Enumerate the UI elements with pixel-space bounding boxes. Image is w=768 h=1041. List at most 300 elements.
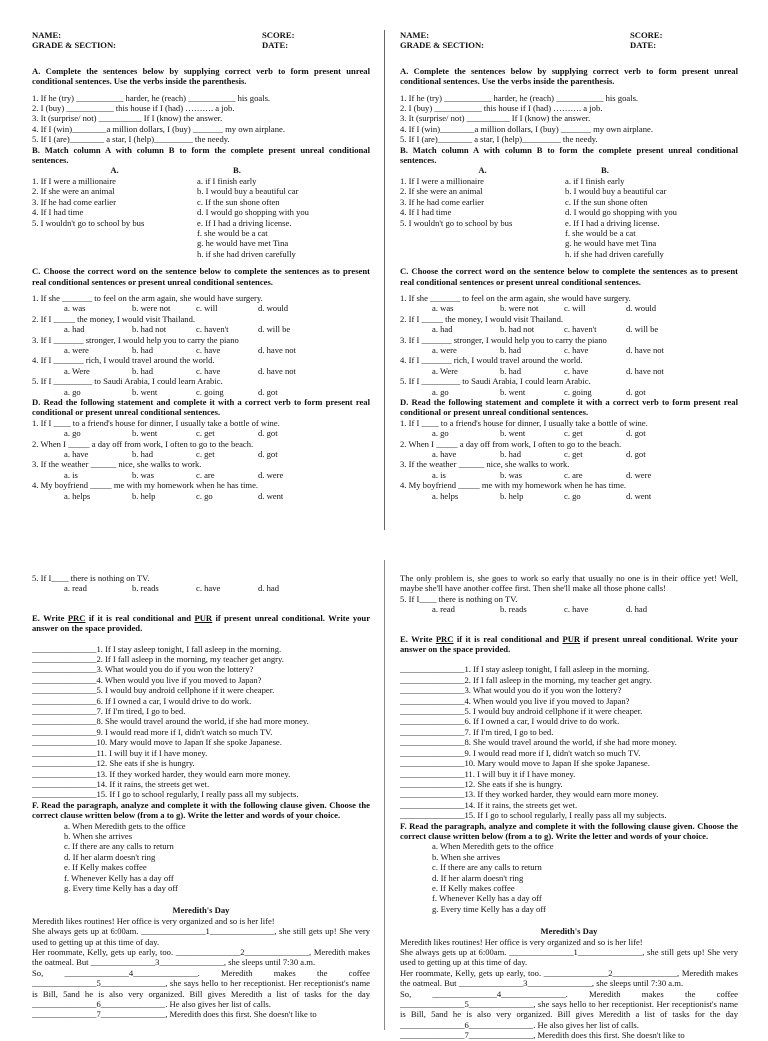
answer-blank: _______________ bbox=[400, 726, 465, 737]
list-item: e. If I had a driving license. bbox=[565, 217, 660, 228]
answer-options bbox=[32, 345, 370, 355]
option: d. have not bbox=[626, 365, 664, 376]
column-a-heading: A. bbox=[110, 165, 119, 176]
answer-blank: _______________ bbox=[32, 758, 97, 769]
date-label: DATE: bbox=[262, 40, 289, 51]
section-a-items bbox=[32, 93, 370, 145]
section-e-title bbox=[400, 634, 738, 655]
list-item: f. Whenever Kelly has a day off bbox=[64, 872, 174, 883]
list-item bbox=[400, 758, 738, 768]
list-item: 5. If I (are)________ a star, I (help)_________ the needy. bbox=[32, 134, 230, 145]
option: b. had bbox=[132, 449, 154, 460]
answer-options bbox=[32, 491, 370, 501]
question: 2. When I _____ a day off from work, I often to go to the beach. bbox=[400, 438, 622, 449]
column-a bbox=[400, 176, 565, 259]
grade-label: GRADE & SECTION: bbox=[400, 40, 485, 51]
question: 2. When I _____ a day off from work, I often to go to the beach. bbox=[32, 438, 254, 449]
score-label: SCORE: bbox=[262, 30, 295, 40]
answer-options bbox=[32, 449, 370, 459]
item-text: 1. If I stay asleep tonight, I fall asleep in the morning. bbox=[96, 643, 282, 654]
option: d. got bbox=[258, 386, 278, 397]
list-item: c. If the sun shone often bbox=[565, 196, 648, 207]
answer-options bbox=[400, 449, 738, 459]
list-item: 5. I wouldn't go to school by bus bbox=[400, 217, 513, 228]
question: 1. If she _______ to feel on the arm again, she would have surgery. bbox=[32, 292, 263, 303]
question: 1. If I ____ to a friend's house for dinner, I usually take a bottle of wine. bbox=[32, 417, 280, 428]
option: b. was bbox=[132, 469, 154, 480]
item-text: 4. When would you live if you moved to Japan? bbox=[96, 674, 262, 685]
column-b bbox=[565, 176, 738, 259]
list-item: h. if she had driven carefully bbox=[565, 248, 664, 259]
list-item: 1. If he (try) ___________ harder, he (reach) ___________ his goals. bbox=[400, 92, 639, 103]
list-item: 4. If I (win)________a million dollars, I (buy) _______ my own airplane. bbox=[400, 123, 653, 134]
grade-label: GRADE & SECTION: bbox=[32, 40, 117, 51]
question: 4. If I _______ rich, I would travel around the world. bbox=[400, 355, 583, 366]
option: c. going bbox=[196, 386, 224, 397]
column-b-heading: B. bbox=[601, 165, 609, 176]
option: c. get bbox=[196, 449, 215, 460]
item-text: 10. Mary would move to Japan If she spoke Japanese. bbox=[96, 737, 282, 748]
answer-options bbox=[400, 387, 738, 397]
answer-blank: _______________ bbox=[32, 706, 97, 717]
list-item: 5. If I (are)________ a star, I (help)_________ the needy. bbox=[400, 134, 598, 145]
option: b. reads bbox=[500, 604, 527, 615]
worksheet-top-left bbox=[32, 30, 370, 501]
list-item: e. If Kelly makes coffee bbox=[64, 862, 147, 873]
option: a. Were bbox=[64, 365, 90, 376]
list-item: 3. If he had come earlier bbox=[400, 196, 484, 207]
matching-table bbox=[32, 165, 370, 259]
story-line: Her roommate, Kelly, gets up early, too. _______________2_______________, Meredith makes the oatmeal. But _______________3_______________, she sleeps until 7:30 a.m. bbox=[400, 967, 738, 989]
answer-blank: _______________ bbox=[32, 664, 97, 675]
option: a. is bbox=[432, 469, 446, 480]
section-e-title-text: E. Write bbox=[400, 633, 436, 644]
answer-options bbox=[32, 428, 370, 438]
section-a-title: A. Complete the sentences below by supplying correct verb to form present unreal conditional sentences. Use the verbs inside the parenthesis. bbox=[400, 65, 738, 87]
option: c. have bbox=[196, 365, 221, 376]
option: b. had bbox=[500, 344, 522, 355]
story-line: _______________7_______________, Meredith does this first. She doesn't like to bbox=[400, 1030, 685, 1041]
story-line: Meredith likes routines! Her office is very organized and so is her life! bbox=[400, 936, 643, 947]
answer-blank: _______________ bbox=[32, 674, 97, 685]
question: 1. If she _______ to feel on the arm again, she would have surgery. bbox=[400, 292, 631, 303]
list-item: a. When Meredith gets to the office bbox=[64, 820, 186, 831]
answer-blank: _______________ bbox=[32, 747, 97, 758]
option: a. have bbox=[64, 449, 89, 460]
item-text: 4. When would you live if you moved to Japan? bbox=[464, 695, 630, 706]
worksheet-bottom bbox=[400, 573, 738, 1041]
page-divider bbox=[384, 560, 385, 1030]
worksheet-bottom bbox=[32, 573, 370, 1020]
list-item: 5. I wouldn't go to school by bus bbox=[32, 217, 145, 228]
section-c-items bbox=[32, 293, 370, 397]
answer-blank: _______________ bbox=[400, 706, 465, 717]
option: d. got bbox=[626, 386, 646, 397]
list-item: d. If her alarm doesn't ring bbox=[64, 851, 156, 862]
option: c. going bbox=[564, 386, 592, 397]
answer-options bbox=[32, 583, 370, 593]
option: d. had bbox=[626, 604, 648, 615]
list-item bbox=[32, 654, 370, 664]
story-line: She always gets up at 6:00am. _______________1_______________, she still gets up! She very used to getting up at this time of day. bbox=[32, 926, 370, 947]
list-item bbox=[400, 748, 738, 758]
list-item: c. If the sun shone often bbox=[197, 196, 280, 207]
answer-blank: _______________ bbox=[400, 737, 465, 748]
list-item: f. she would be a cat bbox=[565, 227, 636, 238]
section-b-title: B. Match column A with column B to form the complete present unreal conditional sentences. bbox=[400, 144, 738, 166]
section-a-items bbox=[400, 93, 738, 145]
option: c. have bbox=[196, 344, 221, 355]
question: 3. If the weather ______ nice, she walks to work. bbox=[400, 459, 570, 470]
option: a. read bbox=[64, 583, 87, 594]
option: a. had bbox=[64, 324, 85, 335]
list-item: f. she would be a cat bbox=[197, 227, 268, 238]
list-item: c. If there are any calls to return bbox=[432, 862, 542, 873]
item-text: 3. What would you do if you won the lottery? bbox=[96, 664, 254, 675]
option: b. was bbox=[500, 469, 522, 480]
list-item: e. If Kelly makes coffee bbox=[432, 882, 515, 893]
option: b. had bbox=[500, 365, 522, 376]
list-item bbox=[32, 789, 370, 799]
answer-options bbox=[400, 366, 738, 376]
story-paragraph bbox=[400, 937, 738, 1041]
section-e-items bbox=[32, 644, 370, 800]
section-c-title: C. Choose the correct word on the sentence below to complete the sentences as to present real conditional sentences or present unreal conditional sentences. bbox=[400, 266, 738, 287]
option: c. will bbox=[564, 303, 586, 314]
section-d-items bbox=[400, 418, 738, 501]
list-item: a. if I finish early bbox=[565, 175, 625, 186]
item-text: 8. She would travel around the world, if she had more money. bbox=[464, 737, 677, 748]
list-item: b. I would buy a beautiful car bbox=[565, 186, 667, 197]
list-item: d. I would go shopping with you bbox=[565, 207, 677, 218]
list-item bbox=[32, 664, 370, 674]
pur-label: PUR bbox=[194, 612, 213, 623]
option: b. had not bbox=[132, 324, 167, 335]
option: d. got bbox=[258, 428, 278, 439]
item-text: 6. If I owned a car, I would drive to do work. bbox=[96, 695, 252, 706]
option: a. helps bbox=[64, 490, 91, 501]
answer-blank: _______________ bbox=[32, 778, 97, 789]
option: c. have bbox=[564, 344, 589, 355]
item-text: 2. If I fall asleep in the morning, my teacher get angry. bbox=[464, 674, 652, 685]
answer-options bbox=[400, 491, 738, 501]
item-text: 12. She eats if she is hungry. bbox=[464, 778, 563, 789]
item-text: 2. If I fall asleep in the morning, my teacher get angry. bbox=[96, 654, 284, 665]
answer-options bbox=[32, 324, 370, 334]
item-text: 11. I will buy it if I have money. bbox=[464, 768, 576, 779]
option: c. have bbox=[196, 583, 221, 594]
list-item: 1. If I were a millionaire bbox=[32, 175, 116, 186]
list-item bbox=[400, 675, 738, 685]
list-item bbox=[32, 696, 370, 706]
worksheet-top bbox=[32, 30, 370, 501]
story-continuation: The only problem is, she goes to work so early that usually no one is in their office yet! Well, maybe she'll have another coffee first. Then she'll make all those phone calls! bbox=[400, 573, 738, 594]
option: c. haven't bbox=[196, 324, 229, 335]
option: d. got bbox=[258, 449, 278, 460]
answer-blank: _______________ bbox=[400, 758, 465, 769]
item-text: 7. If I'm tired, I go to bed. bbox=[96, 706, 186, 717]
list-item: 4. If I had time bbox=[32, 207, 84, 218]
student-info-header bbox=[400, 30, 738, 51]
item-text: 5. I would buy android cellphone if it were cheaper. bbox=[464, 706, 643, 717]
option: a. have bbox=[432, 449, 457, 460]
option: d. have not bbox=[258, 365, 296, 376]
prc-label: PRC bbox=[435, 633, 454, 644]
list-item bbox=[400, 810, 738, 820]
option: c. have bbox=[564, 365, 589, 376]
option: d. were bbox=[258, 469, 284, 480]
list-item: b. When she arrives bbox=[432, 851, 501, 862]
option: c. will bbox=[196, 303, 218, 314]
answer-options bbox=[32, 470, 370, 480]
answer-blank: _______________ bbox=[400, 674, 465, 685]
list-item bbox=[32, 769, 370, 779]
list-item bbox=[400, 769, 738, 779]
option: a. was bbox=[432, 303, 454, 314]
option: c. get bbox=[564, 449, 583, 460]
option: a. were bbox=[432, 344, 457, 355]
item-text: 9. I would read more if I, didn't watch so much TV. bbox=[464, 747, 641, 758]
answer-options bbox=[32, 303, 370, 313]
option: b. reads bbox=[132, 583, 159, 594]
option: d. got bbox=[626, 428, 646, 439]
score-label: SCORE: bbox=[630, 30, 663, 40]
option: a. go bbox=[432, 428, 449, 439]
question: 4. My boyfriend _____ me with my homework when he has time. bbox=[32, 480, 259, 491]
list-item: 3. It (surprise/ not) __________ If I (know) the answer. bbox=[400, 113, 591, 124]
question: 5. If I _________ to Saudi Arabia, I could learn Arabic. bbox=[400, 376, 591, 387]
answer-blank: _______________ bbox=[400, 664, 465, 675]
worksheet-bottom-left bbox=[32, 573, 370, 1020]
question: 3. If I _______ stronger, I would help you to carry the piano bbox=[32, 334, 239, 345]
list-item: 2. If she were an animal bbox=[32, 186, 115, 197]
section-e-title bbox=[32, 613, 370, 634]
list-item: 1. If I were a millionaire bbox=[400, 175, 484, 186]
worksheet-top-right bbox=[400, 30, 738, 501]
option: c. are bbox=[564, 469, 583, 480]
question: 4. If I _______ rich, I would travel around the world. bbox=[32, 355, 215, 366]
story-line: Her roommate, Kelly, gets up early, too. _______________2_______________, Meredith makes the oatmeal. But _______________3_______________, she sleeps until 7:30 a.m. bbox=[32, 947, 370, 968]
prc-label: PRC bbox=[67, 612, 86, 623]
list-item: 2. I (buy) ___________ this house if I (had) ………. a job. bbox=[400, 103, 603, 114]
question-d5: 5. If I____ there is nothing on TV. bbox=[400, 593, 518, 604]
answer-blank: _______________ bbox=[400, 685, 465, 696]
answer-options bbox=[400, 428, 738, 438]
option: b. went bbox=[500, 386, 526, 397]
item-text: 15. If I go to school regularly, I really pass all my subjects. bbox=[464, 810, 667, 821]
story-paragraph bbox=[32, 916, 370, 1020]
list-item bbox=[400, 706, 738, 716]
section-e-title-text: if present unreal conditional. Write your answer on the space provided. bbox=[32, 612, 371, 634]
section-f-title: F. Read the paragraph, analyze and complete it with the following clause given. Choose the correct clause written below (from a to g). Write the letter and words of your choice. bbox=[32, 799, 370, 821]
item-text: 15. If I go to school regularly, I really pass all my subjects. bbox=[96, 789, 299, 800]
answer-blank: _______________ bbox=[32, 716, 97, 727]
list-item: a. if I finish early bbox=[197, 175, 257, 186]
student-info-header bbox=[32, 30, 370, 51]
list-item: g. he would have met Tina bbox=[565, 238, 657, 249]
worksheet-bottom-right bbox=[400, 573, 738, 1041]
list-item: g. Every time Kelly has a day off bbox=[432, 903, 546, 914]
list-item: b. When she arrives bbox=[64, 830, 133, 841]
list-item: 3. It (surprise/ not) __________ If I (know) the answer. bbox=[32, 113, 223, 124]
question: 5. If I _________ to Saudi Arabia, I could learn Arabic. bbox=[32, 376, 223, 387]
option: c. are bbox=[196, 469, 215, 480]
story-line: _______________7_______________, Meredith does this first. She doesn't like to bbox=[32, 1009, 317, 1020]
option: a. read bbox=[432, 604, 455, 615]
list-item bbox=[32, 748, 370, 758]
option: d. were bbox=[626, 469, 652, 480]
name-label: NAME: bbox=[400, 30, 430, 40]
list-item bbox=[32, 737, 370, 747]
option: c. get bbox=[564, 428, 583, 439]
option: d. have not bbox=[626, 344, 664, 355]
clause-list bbox=[400, 841, 738, 914]
list-item bbox=[400, 789, 738, 799]
list-item: 2. If she were an animal bbox=[400, 186, 483, 197]
section-d-items bbox=[32, 418, 370, 501]
list-item: c. If there are any calls to return bbox=[64, 841, 174, 852]
answer-options bbox=[400, 604, 738, 614]
item-text: 14. If it rains, the streets get wet. bbox=[464, 799, 578, 810]
section-d-title: D. Read the following statement and complete it with a correct verb to form present real conditional or present unreal conditional sentences. bbox=[32, 397, 370, 418]
option: d. have not bbox=[258, 344, 296, 355]
answer-options bbox=[32, 366, 370, 376]
list-item bbox=[400, 664, 738, 674]
section-c-items bbox=[400, 293, 738, 397]
column-a-heading: A. bbox=[478, 165, 487, 176]
option: b. were not bbox=[132, 303, 171, 314]
section-f-title: F. Read the paragraph, analyze and complete it with the following clause given. Choose the correct clause written below (from a to g). Write the letter and words of your choice. bbox=[400, 820, 738, 841]
answer-options bbox=[32, 387, 370, 397]
question-d5: 5. If I____ there is nothing on TV. bbox=[32, 573, 150, 583]
list-item: d. I would go shopping with you bbox=[197, 207, 309, 218]
answer-options bbox=[400, 345, 738, 355]
item-text: 14. If it rains, the streets get wet. bbox=[96, 778, 210, 789]
list-item bbox=[32, 716, 370, 726]
answer-blank: _______________ bbox=[400, 789, 465, 800]
list-item bbox=[400, 696, 738, 706]
option: d. would bbox=[258, 303, 289, 314]
name-label: NAME: bbox=[32, 30, 62, 40]
answer-blank: _______________ bbox=[400, 695, 465, 706]
column-b-heading: B. bbox=[233, 165, 241, 176]
item-text: 10. Mary would move to Japan If she spoke Japanese. bbox=[464, 758, 650, 769]
section-d-title: D. Read the following statement and complete it with a correct verb to form present real conditional or present unreal conditional sentences. bbox=[400, 397, 738, 418]
list-item: 4. If I (win)________a million dollars, I (buy) _______ my own airplane. bbox=[32, 123, 285, 134]
answer-blank: _______________ bbox=[400, 799, 465, 810]
answer-blank: _______________ bbox=[32, 737, 97, 748]
section-b-title: B. Match column A with column B to form the complete present unreal conditional sentences. bbox=[32, 144, 370, 166]
option: d. got bbox=[626, 449, 646, 460]
section-e-title-text: if it is real conditional and bbox=[85, 612, 195, 623]
option: a. was bbox=[64, 303, 86, 314]
option: a. go bbox=[64, 386, 81, 397]
option: c. have bbox=[564, 604, 589, 615]
section-a-title: A. Complete the sentences below by supplying correct verb to form present unreal conditional sentences. Use the verbs inside the parenthesis. bbox=[32, 65, 370, 87]
option: c. get bbox=[196, 428, 215, 439]
list-item bbox=[400, 779, 738, 789]
list-item bbox=[32, 644, 370, 654]
worksheet-top bbox=[400, 30, 738, 501]
list-item: d. If her alarm doesn't ring bbox=[432, 872, 524, 883]
answer-blank: _______________ bbox=[32, 643, 97, 654]
option: a. helps bbox=[432, 490, 459, 501]
list-item: 3. If he had come earlier bbox=[32, 196, 116, 207]
matching-table bbox=[400, 165, 738, 259]
question: 1. If I ____ to a friend's house for dinner, I usually take a bottle of wine. bbox=[400, 417, 648, 428]
item-text: 3. What would you do if you won the lottery? bbox=[464, 685, 622, 696]
list-item: 2. I (buy) ___________ this house if I (had) ………. a job. bbox=[32, 103, 235, 114]
item-text: 1. If I stay asleep tonight, I fall asleep in the morning. bbox=[464, 664, 650, 675]
section-e-title-text: E. Write bbox=[32, 612, 68, 623]
story-title: Meredith's Day bbox=[540, 926, 598, 937]
list-item: 1. If he (try) ___________ harder, he (reach) ___________ his goals. bbox=[32, 92, 271, 103]
answer-options bbox=[400, 303, 738, 313]
clause-list bbox=[32, 821, 370, 894]
question: 4. My boyfriend _____ me with my homework when he has time. bbox=[400, 480, 627, 491]
list-item: g. he would have met Tina bbox=[197, 238, 289, 249]
section-c-title: C. Choose the correct word on the sentence below to complete the sentences as to present real conditional sentences or present unreal conditional sentences. bbox=[32, 266, 370, 287]
list-item bbox=[400, 716, 738, 726]
page-divider bbox=[384, 30, 385, 530]
option: b. went bbox=[500, 428, 526, 439]
list-item bbox=[400, 737, 738, 747]
answer-blank: _______________ bbox=[32, 789, 97, 800]
option: d. had bbox=[258, 583, 280, 594]
option: d. will be bbox=[626, 324, 659, 335]
item-text: 5. I would buy android cellphone if it were cheaper. bbox=[96, 685, 275, 696]
question: 3. If I _______ stronger, I would help you to carry the piano bbox=[400, 334, 607, 345]
item-text: 8. She would travel around the world, if she had more money. bbox=[96, 716, 309, 727]
column-b bbox=[197, 176, 370, 259]
date-label: DATE: bbox=[630, 40, 657, 51]
option: b. were not bbox=[500, 303, 539, 314]
answer-options bbox=[400, 470, 738, 480]
answer-blank: _______________ bbox=[400, 810, 465, 821]
item-text: 12. She eats if she is hungry. bbox=[96, 758, 195, 769]
option: c. go bbox=[564, 490, 581, 501]
list-item bbox=[32, 758, 370, 768]
list-item bbox=[400, 727, 738, 737]
answer-blank: _______________ bbox=[32, 654, 97, 665]
list-item bbox=[32, 727, 370, 737]
question: 2. If I _____ the money, I would visit Thailand. bbox=[32, 313, 196, 324]
story-title: Meredith's Day bbox=[172, 905, 230, 916]
section-e-title-text: if it is real conditional and bbox=[453, 633, 563, 644]
option: b. had bbox=[132, 344, 154, 355]
list-item: 4. If I had time bbox=[400, 207, 452, 218]
column-a bbox=[32, 176, 197, 259]
question: 3. If the weather ______ nice, she walks to work. bbox=[32, 459, 202, 470]
option: a. Were bbox=[432, 365, 458, 376]
list-item bbox=[400, 685, 738, 695]
list-item: e. If I had a driving license. bbox=[197, 217, 292, 228]
pur-label: PUR bbox=[562, 633, 581, 644]
option: d. went bbox=[258, 490, 284, 501]
list-item: g. Every time Kelly has a day off bbox=[64, 882, 178, 893]
story-line: So, _______________4_______________. Meredith makes the coffee _______________5_______________, she says hello to her receptionist. Her receptionist's name is Bill, 5and he is also very organized. Bill gives Meredith a list of tasks for the day _______________6_______________. He also gives her list of calls. bbox=[400, 988, 738, 1030]
list-item bbox=[32, 685, 370, 695]
story-line: Meredith likes routines! Her office is very organized and so is her life! bbox=[32, 915, 275, 926]
item-text: 7. If I'm tired, I go to bed. bbox=[464, 726, 554, 737]
answer-blank: _______________ bbox=[400, 716, 465, 727]
list-item bbox=[32, 706, 370, 716]
section-e-items bbox=[400, 664, 738, 820]
list-item bbox=[32, 779, 370, 789]
option: d. will be bbox=[258, 324, 291, 335]
option: a. go bbox=[64, 428, 81, 439]
section-e-title-text: if present unreal conditional. Write your answer on the space provided. bbox=[400, 633, 739, 655]
